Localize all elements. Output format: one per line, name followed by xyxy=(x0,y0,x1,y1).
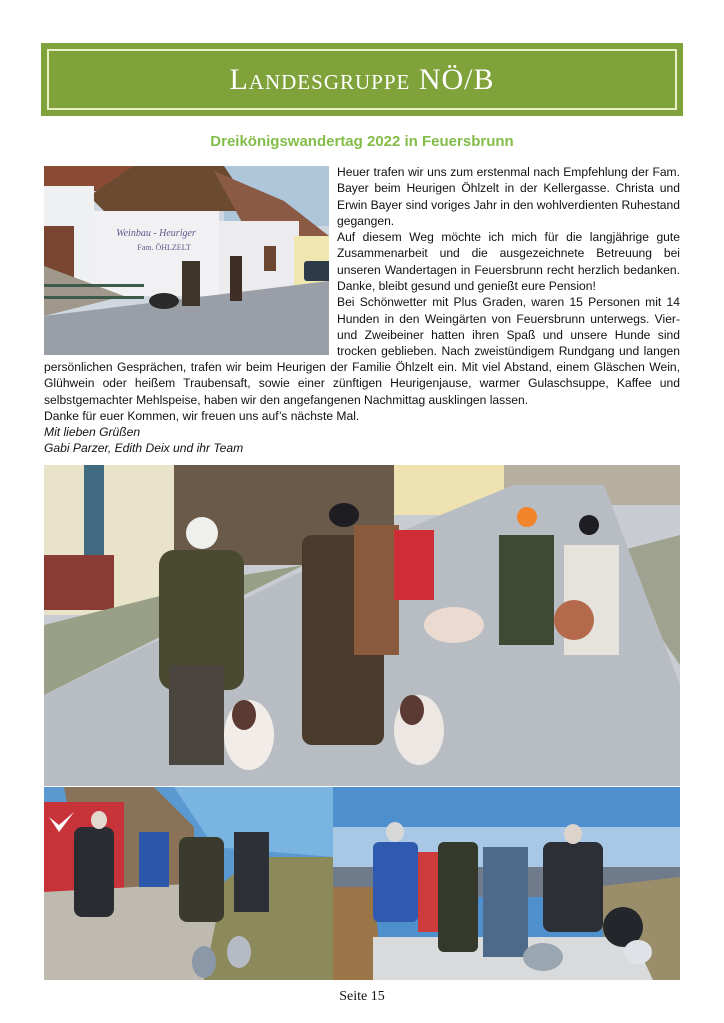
paragraph-walk: Bei Schönwetter mit Plus Graden, waren 15 Personen mit 14 Hunden in den Weingärten von Feuersbrunn unterwegs. Vier- und Zweibeiner hatten ihren Spaß und unsere Hunde sind trocken geblieben. Nach zweistündigem Rundgang und langen xyxy=(337,295,680,359)
article-text-column xyxy=(337,164,680,360)
banner-title: Landesgruppe NÖ/B xyxy=(229,62,495,96)
article-text-full xyxy=(44,359,680,457)
article-title: Dreikönigswandertag 2022 in Feuersbrunn xyxy=(210,133,514,150)
photo-path-left xyxy=(44,787,333,980)
photo-path-right xyxy=(333,787,680,980)
page-number: Seite 15 xyxy=(339,989,385,1004)
greeting: Mit lieben Grüßen xyxy=(44,425,141,440)
paragraph-thanks: Auf diesem Weg möchte ich mich für die langjährige gute Zusammenarbeit und die ausgezeichnete Betreuung bei unseren Wandertagen in Feuersbrunn recht herzlich bedanken. Danke, bleibt gesund und genießt eure Pension! xyxy=(337,230,680,294)
banner-border xyxy=(47,49,677,110)
paragraph-heuriger: persönlichen Gesprächen, trafen wir beim Heurigen der Familie Öhlzelt ein. Mit viel Abstand, einem Gläschen Wein, Glühwein oder heißem Traubensaft, sowie einer zünftigen Heurigenjause, warmer Gulaschsuppe, Kaffee und selbstgemachter Mehlspeise, haben wir den angefangenen Nachmittag ausklingen lassen. xyxy=(44,360,680,407)
heuriger-sign-line2: Fam. ÖHLZELT xyxy=(137,243,191,252)
photo-heuriger xyxy=(44,166,329,355)
signature: Gabi Parzer, Edith Deix und ihr Team xyxy=(44,441,244,456)
closing-line: Danke für euer Kommen, wir freuen uns auf’s nächste Mal. xyxy=(44,408,360,423)
section-banner xyxy=(41,43,683,116)
photo-main-walk xyxy=(44,465,680,786)
paragraph-intro: Heuer trafen wir uns zum erstenmal nach Empfehlung der Fam. Bayer beim Heurigen Öhlzelt in der Kellergasse. Christa und Erwin Bayer sind voriges Jahr in den wohlverdienten Ruhestand gegangen. xyxy=(337,165,680,228)
heuriger-sign-line1: Weinbau - Heuriger xyxy=(116,228,196,239)
